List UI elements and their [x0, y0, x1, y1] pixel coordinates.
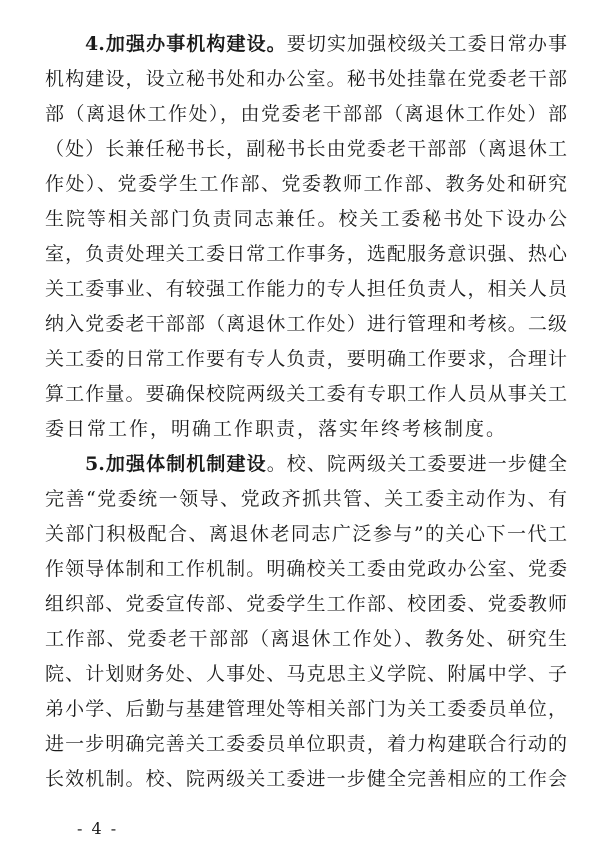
- paragraph-text: （处）长兼任秘书长，副秘书长由党委老干部部（离退休工: [45, 138, 567, 160]
- paragraph-text: 。校、院两级关工委要进一步健全: [266, 453, 567, 475]
- paragraph-text: 机构建设，设立秘书处和办公室。秘书处挂靠在党委老干部: [45, 68, 567, 90]
- text-line: [45, 342, 567, 377]
- paragraph-text: 生院等相关部门负责同志兼任。校关工委秘书处下设办公: [45, 208, 567, 230]
- text-line: [45, 167, 567, 202]
- paragraph-text: 要切实加强校级关工委日常办事: [286, 33, 567, 55]
- paragraph-text: 作处）、党委学生工作部、党委教师工作部、教务处和研究: [45, 173, 567, 195]
- paragraph-text: 完善“党委统一领导、党政齐抓共管、关工委主动作为、有: [45, 488, 567, 510]
- text-line: [45, 62, 567, 97]
- paragraph-text: 部（离退休工作处），由党委老干部部（离退休工作处）部: [45, 103, 567, 125]
- text-line: [45, 307, 567, 342]
- paragraph-text: 进一步明确完善关工委委员单位职责，着力构建联合行动的: [45, 733, 567, 755]
- text-line: [45, 237, 567, 272]
- paragraph-text: 关工委的日常工作要有专人负责，要明确工作要求，合理计: [45, 348, 567, 370]
- text-line: [45, 482, 567, 517]
- paragraph-text: 弟小学、后勤与基建管理处等相关部门为关工委委员单位，: [45, 698, 567, 720]
- paragraph-text: 组织部、党委宣传部、党委学生工作部、校团委、党委教师: [45, 593, 567, 615]
- text-line: [45, 377, 567, 412]
- text-line: [45, 272, 567, 307]
- text-line: [45, 97, 567, 132]
- paragraph-text: 委日常工作，明确工作职责，落实年终考核制度。: [45, 418, 508, 440]
- paragraph-text: 关部门积极配合、离退休老同志广泛参与”的关心下一代工: [45, 523, 567, 545]
- text-line: [45, 622, 567, 657]
- text-line: [45, 27, 567, 62]
- document-body: [45, 27, 567, 797]
- text-line: [45, 412, 567, 447]
- paragraph-text: 室，负责处理关工委日常工作事务，选配服务意识强、热心: [45, 243, 567, 265]
- paragraph-text: 院、计划财务处、人事处、马克思主义学院、附属中学、子: [45, 663, 567, 685]
- paragraph-text: 作领导体制和工作机制。明确校关工委由党政办公室、党委: [45, 558, 567, 580]
- text-line: [45, 552, 567, 587]
- paragraph-text: 工作部、党委老干部部（离退休工作处）、教务处、研究生: [45, 628, 567, 650]
- paragraph-text: 长效机制。校、院两级关工委进一步健全完善相应的工作会: [45, 768, 567, 790]
- text-line: [45, 657, 567, 692]
- text-line: [45, 202, 567, 237]
- text-line: [45, 447, 567, 482]
- text-line: [45, 517, 567, 552]
- paragraph-text: 纳入党委老干部部（离退休工作处）进行管理和考核。二级: [45, 313, 567, 335]
- paragraph-heading: 5.加强体制机制建设: [85, 453, 267, 475]
- paragraph-text: 关工委事业、有较强工作能力的专人担任负责人，相关人员: [45, 278, 567, 300]
- paragraph-heading: 4.加强办事机构建设。: [85, 33, 287, 55]
- text-line: [45, 587, 567, 622]
- paragraph-text: 算工作量。要确保校院两级关工委有专职工作人员从事关工: [45, 383, 567, 405]
- text-line: [45, 762, 567, 797]
- text-line: [45, 132, 567, 167]
- text-line: [45, 692, 567, 727]
- text-line: [45, 727, 567, 762]
- page-number: - 4 -: [77, 819, 119, 838]
